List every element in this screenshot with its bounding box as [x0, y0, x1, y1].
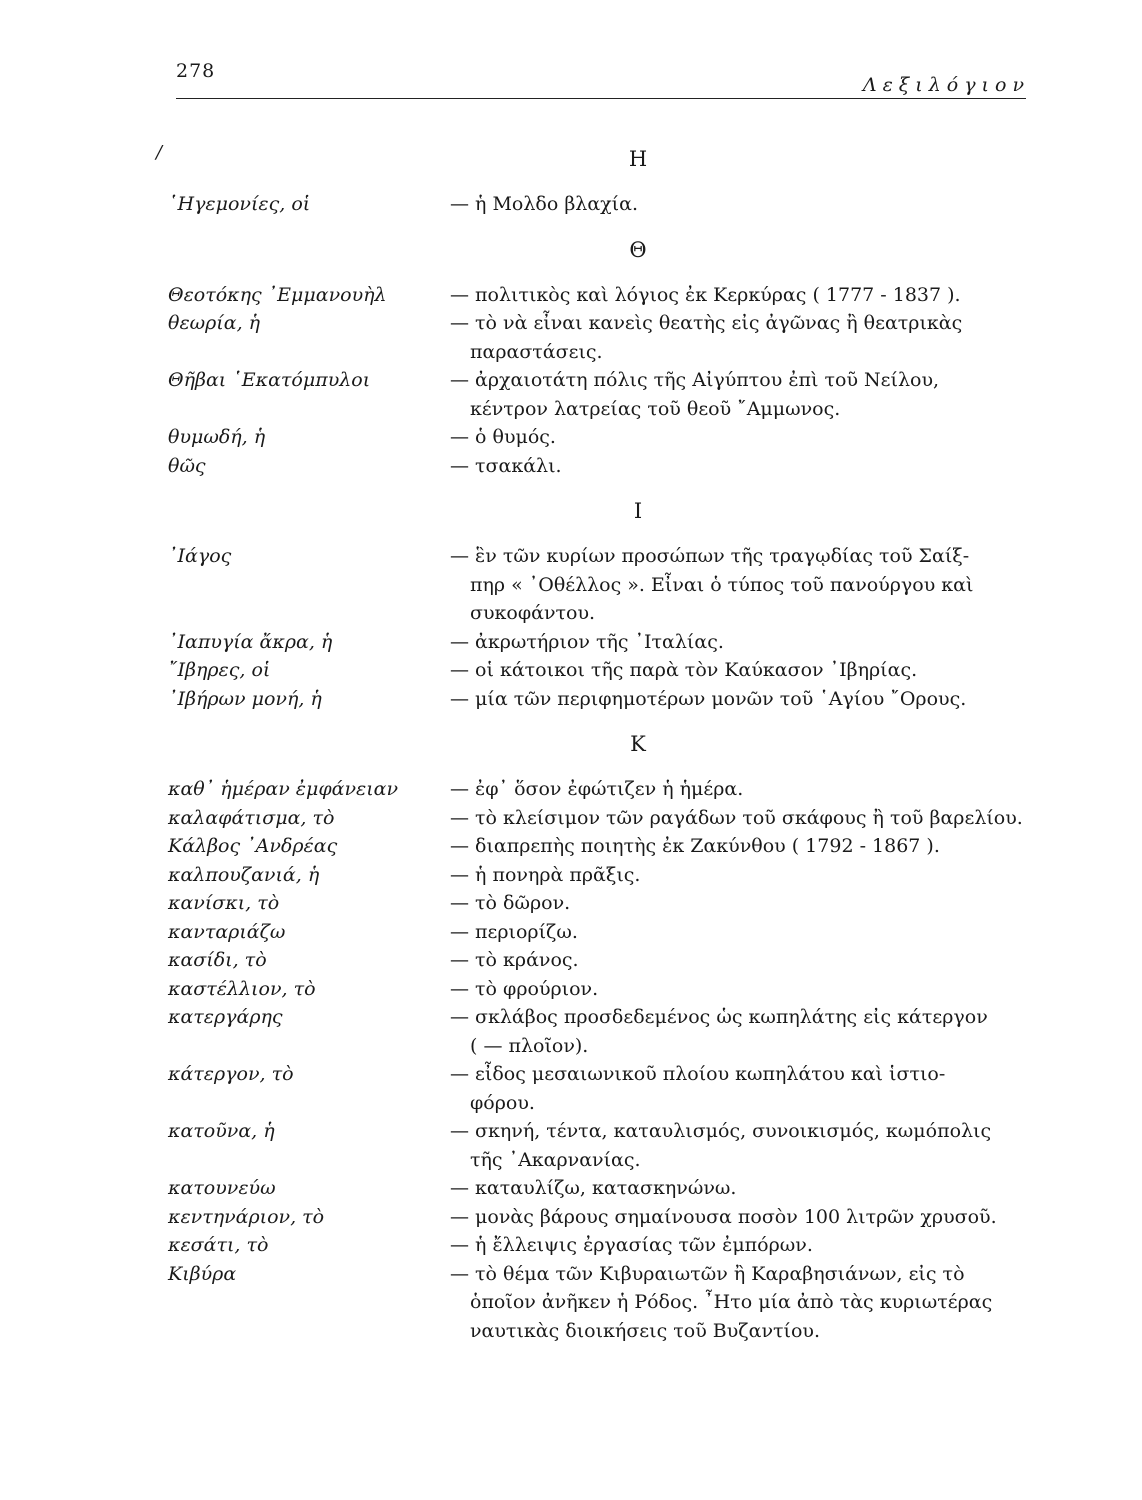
definition-line: — μία τῶν περιφημοτέρων μονῶν τοῦ ῾Αγίου ῎Ορους.: [450, 687, 967, 710]
entry-definition: [450, 1003, 1018, 1060]
definition-line: τῆς ᾿Ακαρνανίας.: [470, 1148, 641, 1171]
definition-line: ναυτικὰς διοικήσεις τοῦ Βυζαντίου.: [470, 1319, 820, 1342]
glossary-entry: [168, 366, 1018, 423]
definition-line: — καταυλίζω, κατασκηνώνω.: [450, 1177, 737, 1199]
definition-line: — ἓν τῶν κυρίων προσώπων τῆς τραγῳδίας τοῦ Σαίξ-: [450, 545, 970, 567]
definition-line: — τὸ νὰ εἶναι κανεὶς θεατὴς εἰς ἀγῶνας ἢ θεατρικὰς: [450, 312, 963, 334]
entry-term: θυμωδή, ἡ: [168, 426, 266, 448]
entry-term: κανταριάζω: [168, 920, 286, 943]
section-letter: Ι: [633, 499, 643, 523]
definition-line: παραστάσεις.: [470, 340, 603, 363]
glossary-body: [168, 140, 1023, 1363]
section-letter: Η: [628, 147, 648, 171]
glossary-section: [168, 498, 1018, 713]
glossary-entry: [168, 804, 1023, 833]
definition-line: — τσακάλι.: [450, 454, 562, 477]
entry-term: Κάλβος ᾿Ανδρέας: [168, 835, 338, 857]
definition-line: — οἱ κάτοικοι τῆς παρὰ τὸν Καύκασον ᾿Ιβηρίας.: [450, 659, 918, 681]
entry-definition: [450, 685, 1018, 714]
entry-term: κεντηνάριον, τὸ: [168, 1205, 325, 1228]
glossary-entry: [168, 1203, 1018, 1232]
definition-line: ὁποῖον ἀνῆκεν ἡ Ρόδος. ῏Ητο μία ἀπὸ τὰς κυριωτέρας: [470, 1291, 993, 1313]
entry-term: Κιβύρα: [168, 1262, 237, 1285]
definition-line: — σκηνή, τέντα, καταυλισμός, συνοικισμός, κωμόπολις: [450, 1120, 992, 1142]
entry-definition: [450, 452, 1018, 481]
glossary-entry: [168, 1231, 1018, 1260]
page-number: 278: [176, 60, 216, 82]
entry-definition: [450, 1231, 1018, 1260]
glossary-section: [168, 237, 1018, 481]
definition-line: — διαπρεπὴς ποιητὴς ἐκ Ζακύνθου ( 1792 - 1867 ).: [450, 835, 940, 857]
definition-line: — ἀκρωτήριον τῆς ᾿Ιταλίας.: [450, 630, 724, 653]
definition-line: — ἀρχαιοτάτη πόλις τῆς Αἰγύπτου ἐπὶ τοῦ Νείλου,: [450, 369, 940, 391]
entry-term: κατουνεύω: [168, 1177, 276, 1199]
glossary-entry: [168, 628, 1018, 657]
glossary-entry: [168, 542, 1018, 628]
definition-line: — ἡ ἔλλειψις ἐργασίας τῶν ἐμπόρων.: [450, 1234, 813, 1256]
definition-line: κέντρον λατρείας τοῦ θεοῦ ῎Αμμωνος.: [470, 397, 841, 420]
entry-term: καλπουζανιά, ἡ: [168, 863, 320, 886]
header-rule: [176, 98, 1026, 99]
definition-line: συκοφάντου.: [470, 602, 596, 624]
glossary-entry: [168, 775, 1018, 804]
section-letter: Θ: [629, 237, 647, 262]
glossary-entry: [168, 281, 1018, 310]
entry-term: κεσάτι, τὸ: [168, 1234, 269, 1256]
definition-line: — ὁ θυμός.: [450, 426, 556, 448]
entry-term: ᾿Ιάγος: [168, 545, 232, 567]
entry-definition: [450, 628, 1018, 657]
definition-line: — τὸ κράνος.: [450, 949, 579, 971]
definition-line: — τὸ φρούριον.: [450, 977, 599, 1000]
glossary-entry: [168, 1060, 1018, 1117]
glossary-entry: [168, 1260, 1018, 1346]
definition-line: — ἡ Μολδο βλαχία.: [450, 193, 639, 215]
entry-definition: [450, 889, 1018, 918]
entry-definition: [450, 1060, 1018, 1117]
definition-line: — περιορίζω.: [450, 920, 578, 943]
section-letter: Κ: [630, 732, 646, 756]
glossary-entry: [168, 918, 1018, 947]
entry-term: ᾿Ιαπυγία ἄκρα, ἡ: [168, 630, 333, 653]
glossary-entry: [168, 889, 1018, 918]
entry-term: κάτεργον, τὸ: [168, 1063, 294, 1085]
glossary-entry: [168, 423, 1018, 452]
definition-line: — πολιτικὸς καὶ λόγιος ἐκ Κερκύρας ( 1777 - 1837 ).: [450, 283, 961, 306]
entry-definition: [450, 1174, 1018, 1203]
entry-term: ῾Ηγεμονίες, οἱ: [168, 193, 311, 215]
glossary-section: [168, 731, 1023, 1345]
entry-term: κατεργάρης: [168, 1006, 283, 1028]
entry-term: ᾿Ιβήρων μονή, ἡ: [168, 687, 322, 710]
entry-definition: [450, 366, 1018, 423]
glossary-entry: [168, 1117, 1018, 1174]
entry-definition: [450, 804, 1023, 833]
definition-line: — ἐφ᾿ ὅσον ἐφώτιζεν ἡ ἡμέρα.: [450, 778, 744, 800]
definition-line: — τὸ κλείσιμον τῶν ραγάδων τοῦ σκάφους ἢ τοῦ βαρελίου.: [450, 806, 1023, 829]
glossary-section: [168, 146, 1018, 219]
definition-line: — τὸ δῶρον.: [450, 892, 571, 914]
glossary-entry: [168, 190, 1018, 219]
glossary-entry: [168, 656, 1018, 685]
definition-line: ( — πλοῖον).: [470, 1034, 589, 1057]
entry-term: καλαφάτισμα, τὸ: [168, 806, 335, 829]
entry-definition: [450, 656, 1018, 685]
entry-term: Θεοτόκης ᾿Εμμανουὴλ: [168, 283, 387, 306]
margin-mark: /: [156, 142, 163, 163]
definition-line: — σκλάβος προσδεδεμένος ὡς κωπηλάτης εἰς κάτεργον: [450, 1006, 988, 1028]
entry-definition: [450, 309, 1018, 366]
definition-line: — εἶδος μεσαιωνικοῦ πλοίου κωπηλάτου καὶ ἱστιο-: [450, 1063, 946, 1085]
entry-definition: [450, 542, 1018, 628]
entry-definition: [450, 918, 1018, 947]
glossary-entry: [168, 832, 1018, 861]
entry-term: καστέλλιον, τὸ: [168, 977, 316, 1000]
definition-line: — ἡ πονηρὰ πρᾶξις.: [450, 863, 641, 886]
entry-term: θῶς: [168, 454, 206, 477]
entry-definition: [450, 1260, 1018, 1346]
glossary-entry: [168, 946, 1018, 975]
entry-definition: [450, 861, 1018, 890]
entry-term: κανίσκι, τὸ: [168, 892, 280, 914]
definition-line: — μονὰς βάρους σημαίνουσα ποσὸν 100 λιτρῶν χρυσοῦ.: [450, 1205, 997, 1228]
definition-line: φόρου.: [470, 1091, 535, 1114]
entry-term: Θῆβαι ῾Εκατόμπυλοι: [168, 369, 371, 391]
entry-term: θεωρία, ἡ: [168, 312, 261, 334]
definition-line: πηρ « ᾿Οθέλλος ». Εἶναι ὁ τύπος τοῦ πανούργου καὶ: [470, 573, 974, 596]
entry-definition: [450, 775, 1018, 804]
entry-term: καθ᾿ ἡμέραν ἐμφάνειαν: [168, 778, 399, 800]
entry-term: κατοῦνα, ἡ: [168, 1120, 275, 1142]
glossary-entry: [168, 861, 1018, 890]
glossary-entry: [168, 309, 1018, 366]
entry-definition: [450, 1117, 1018, 1174]
entry-definition: [450, 281, 1018, 310]
running-head: Λεξιλόγιον: [862, 74, 1030, 96]
entry-definition: [450, 832, 1018, 861]
glossary-entry: [168, 685, 1018, 714]
entry-term: κασίδι, τὸ: [168, 949, 267, 971]
entry-term: ῎Ιβηρες, οἱ: [168, 659, 271, 681]
entry-definition: [450, 423, 1018, 452]
glossary-entry: [168, 1174, 1018, 1203]
glossary-entry: [168, 1003, 1018, 1060]
glossary-entry: [168, 975, 1018, 1004]
entry-definition: [450, 190, 1018, 219]
definition-line: — τὸ θέμα τῶν Κιβυραιωτῶν ἢ Καραβησιάνων, εἰς τὸ: [450, 1262, 965, 1285]
entry-definition: [450, 975, 1018, 1004]
glossary-entry: [168, 452, 1018, 481]
entry-definition: [450, 1203, 1018, 1232]
entry-definition: [450, 946, 1018, 975]
